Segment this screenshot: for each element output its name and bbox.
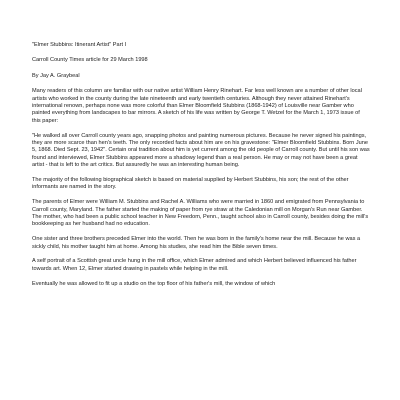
article-title: "Elmer Stubbins: Itinerant Artist" Part I	[32, 42, 127, 48]
paragraph: A self portrait of a Scottish great uncle hung in the mill office, which Elmer admired and which Herbert believed influenced his father towards art. When 12, Elmer started drawing in pastels while helping in the mill.	[32, 258, 357, 272]
paragraph: "He walked all over Carroll county years ago, snapping photos and painting numerous pictures. Because he never signed his paintings, they are more scarce than hen's teeth. The only recorded facts about him are on his gravestone: "Elmer Bloomfield Stubbins. Born June 5, 1868. Died Sept. 23, 1942". Certain oral tradition about him is yet current among the old people of Carroll county. But until his son was found and interviewed, Elmer Stubbins appeared more a shadowy legend than a real person. He may or may not have been a great artist - that is left to the art critics. But assuredly he was an interesting human being.	[32, 132, 370, 169]
article-source: Carroll County Times article for 29 March 1998	[32, 57, 148, 64]
paragraph: Eventually he was allowed to fit up a studio on the top floor of his father's mill, the window of which	[32, 280, 276, 287]
article-byline: By Jay A. Graybeal	[32, 72, 80, 79]
article-body	[32, 88, 370, 288]
paragraph: One sister and three brothers preceded Elmer into the world. Then he was born in the family's home near the mill. Because he was a sickly child, his mother taught him at home. Among his studies, she read him the Bible seven times.	[32, 236, 361, 250]
paragraph: Many readers of this column are familiar with our native artist William Henry Rinehart. Far less well known are a number of other local artists who worked in the county during the late nineteenth and early twentieth centuries. Although they never attained Rinehart's international renown, perhaps none was more colorful than Elmer Bloomfield Stubbins (1868-1942) of Louisville near Gamber who painted everything from landscapes to bar mirrors. A sketch of his life was written by George T. Wetzel for the March 1, 1973 issue of this paper:	[32, 88, 362, 124]
paragraph: The parents of Elmer were William M. Stubbins and Rachel A. Williams who were married in 1860 and emigrated from Pennsylvania to Carroll county, Maryland. The father started the making of paper from rye straw at the Caledonian mill on Morgan's Run near Gamber. The mother, who had been a public school teacher in New Freedom, Penn., taught school also in Carroll county, besides doing the mill's bookkeeping as her husband had no education.	[32, 199, 369, 228]
paragraph: The majority of the following biographical sketch is based on material supplied by Herbert Stubbins, his son; the rest of the other informants are named in the story.	[32, 177, 349, 191]
